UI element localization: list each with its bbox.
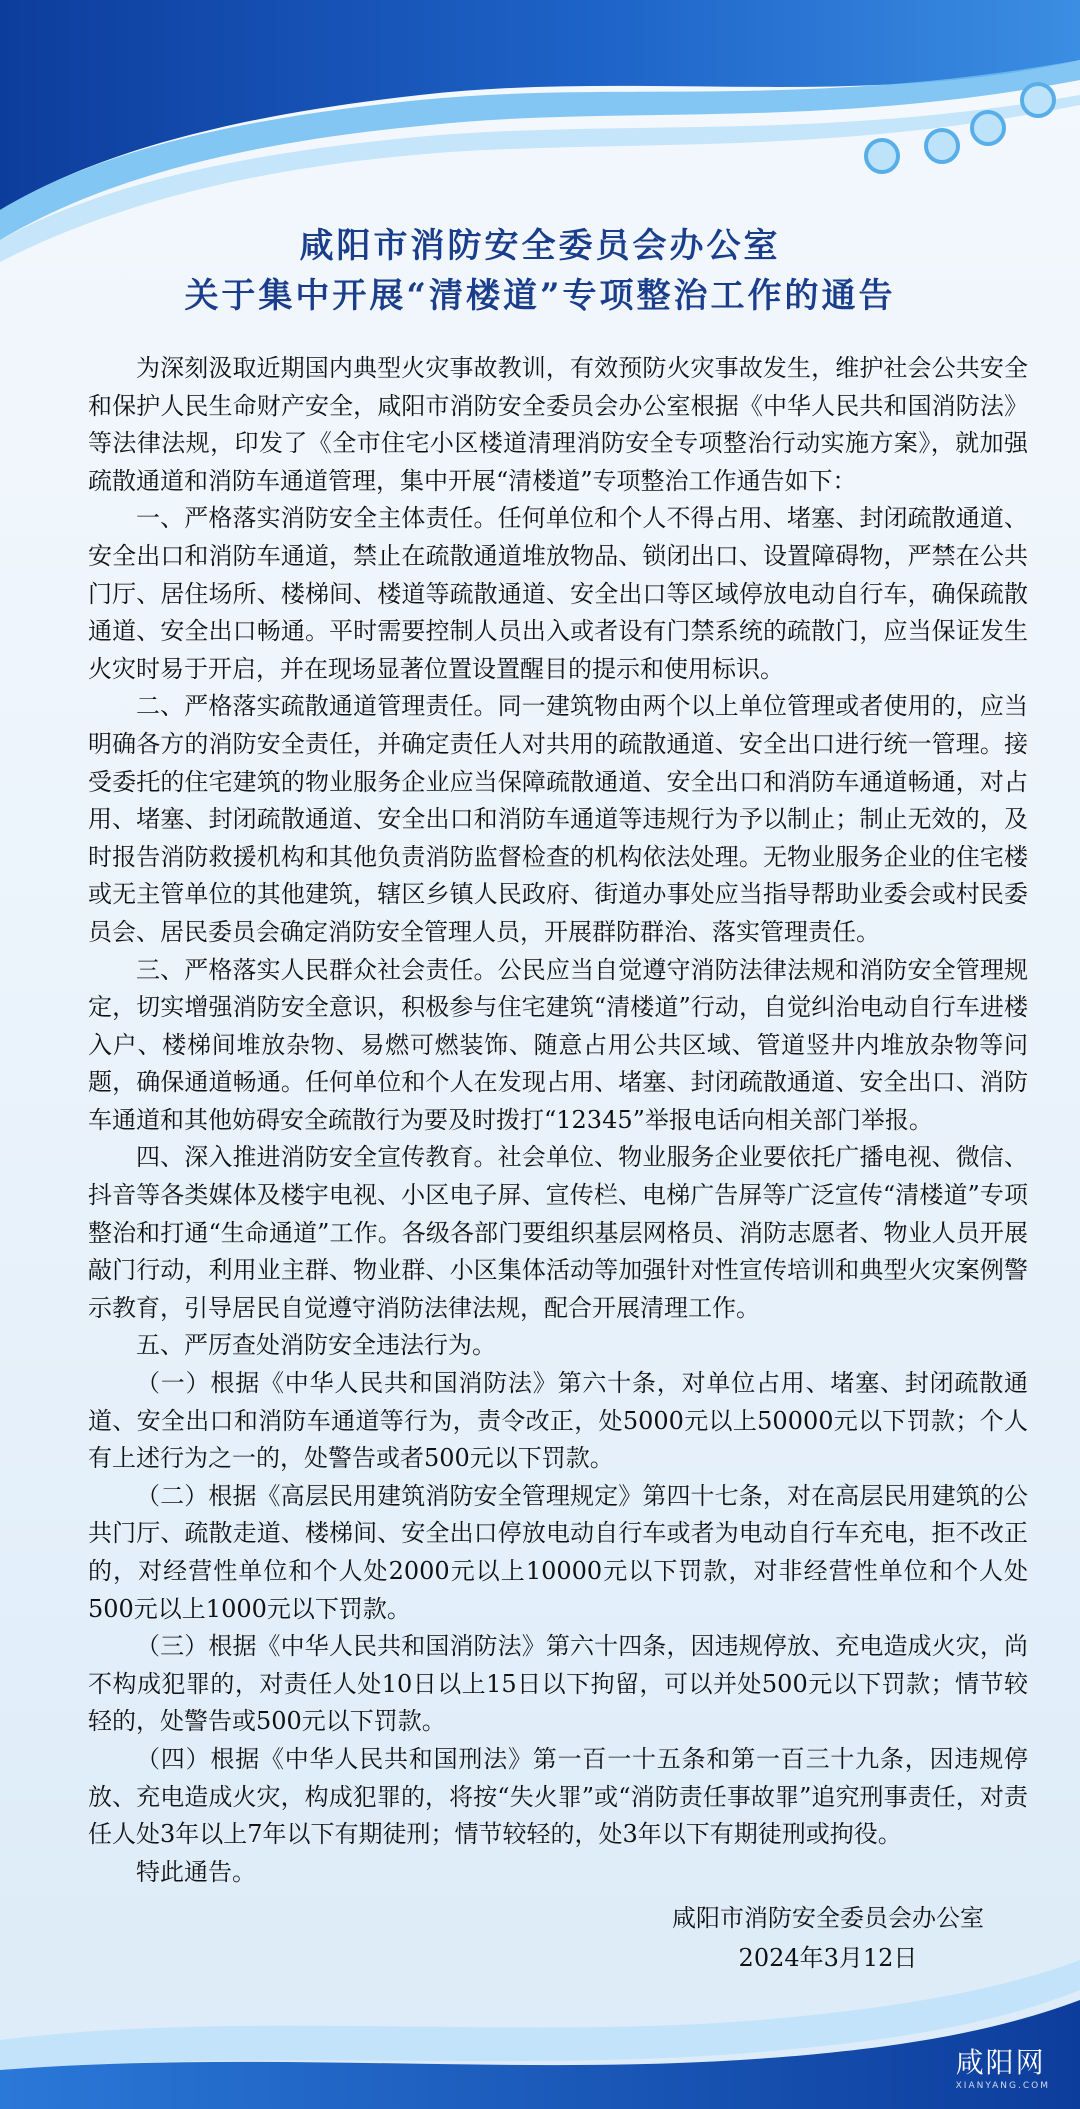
signature-block [672, 1898, 984, 1978]
notice-body [88, 350, 1028, 1891]
watermark-logo [956, 2041, 1050, 2091]
watermark-name: 咸阳网 [955, 2046, 1046, 2079]
paragraph-section-5: 五、严厉查处消防安全违法行为。 [136, 1331, 496, 1360]
notice-title-org: 咸阳市消防安全委员会办公室 [299, 226, 781, 266]
paragraph-intro: 为深刻汲取近期国内典型火灾事故教训，有效预防火灾事故发生，维护社会公共安全和保护人民生命财产安全，咸阳市消防安全委员会办公室根据《中华人民共和国消防法》等法律法规，印发了《全市住宅小区楼道清理消防安全专项整治行动实施方案》，就加强疏散通道和消防车通道管理，集中开展“清楼道”专项整治工作通告如下： [88, 354, 1028, 495]
paragraph-section-2: 二、严格落实疏散通道管理责任。同一建筑物由两个以上单位管理或者使用的，应当明确各方的消防安全责任，并确定责任人对共用的疏散通道、安全出口进行统一管理。接受委托的住宅建筑的物业服务企业应当保障疏散通道、安全出口和消防车通道畅通，对占用、堵塞、封闭疏散通道、安全出口和消防车通道等违规行为予以制止；制止无效的，及时报告消防救援机构和其他负责消防监督检查的机构依法处理。无物业服务企业的住宅楼或无主管单位的其他建筑，辖区乡镇人民政府、街道办事处应当指导帮助业委会或村民委员会、居民委员会确定消防安全管理人员，开展群防群治、落实管理责任。 [88, 692, 1028, 946]
watermark-sub: XIANYANG.COM [955, 2081, 1050, 2091]
signature-org: 咸阳市消防安全委员会办公室 [672, 1904, 984, 1932]
paragraph-penalty-2: （二）根据《高层民用建筑消防安全管理规定》第四十七条，对在高层民用建筑的公共门厅、疏散走道、楼梯间、安全出口停放电动自行车或者为电动自行车充电，拒不改正的，对经营性单位和个人处2000元以上10000元以下罚款，对非经营性单位和个人处500元以上1000元以下罚款。 [88, 1481, 1028, 1623]
paragraph-penalty-4: （四）根据《中华人民共和国刑法》第一百一十五条和第一百三十九条，因违规停放、充电造成火灾，构成犯罪的，将按“失火罪”或“消防责任事故罪”追究刑事责任，对责任人处3年以上7年以下有期徒刑；情节较轻的，处3年以下有期徒刑或拘役。 [88, 1744, 1028, 1849]
signature-date: 2024年3月12日 [738, 1944, 918, 1972]
paragraph-section-4: 四、深入推进消防安全宣传教育。社会单位、物业服务企业要依托广播电视、微信、抖音等各类媒体及楼宇电视、小区电子屏、宣传栏、电梯广告屏等广泛宣传“清楼道”专项整治和打通“生命通道”工作。各级各部门要组织基层网格员、消防志愿者、物业人员开展敲门行动，利用业主群、物业群、小区集体活动等加强针对性宣传培训和典型火灾案例警示教育，引导居民自觉遵守消防法律法规，配合开展清理工作。 [88, 1143, 1028, 1322]
paragraph-closing: 特此通告。 [136, 1857, 256, 1886]
paragraph-section-1: 一、严格落实消防安全主体责任。任何单位和个人不得占用、堵塞、封闭疏散通道、安全出口和消防车通道，禁止在疏散通道堆放物品、锁闭出口、设置障碍物，严禁在公共门厅、居住场所、楼梯间、楼道等疏散通道、安全出口等区域停放电动自行车，确保疏散通道、安全出口畅通。平时需要控制人员出入或者设有门禁系统的疏散门，应当保证发生火灾时易于开启，并在现场显著位置设置醒目的提示和使用标识。 [88, 504, 1028, 683]
paragraph-penalty-1: （一）根据《中华人民共和国消防法》第六十条，对单位占用、堵塞、封闭疏散通道、安全出口和消防车通道等行为，责令改正，处5000元以上50000元以下罚款；个人有上述行为之一的，处警告或者500元以下罚款。 [88, 1369, 1028, 1473]
paragraph-penalty-3: （三）根据《中华人民共和国消防法》第六十四条，因违规停放、充电造成火灾，尚不构成犯罪的，对责任人处10日以上15日以下拘留，可以并处500元以下罚款；情节较轻的，处警告或500元以下罚款。 [88, 1632, 1028, 1736]
paragraph-section-3: 三、严格落实人民群众社会责任。公民应当自觉遵守消防法律法规和消防安全管理规定，切实增强消防安全意识，积极参与住宅建筑“清楼道”行动，自觉纠治电动自行车进楼入户、楼梯间堆放杂物、易燃可燃装饰、随意占用公共区域、管道竖井内堆放杂物等问题，确保通道畅通。任何单位和个人在发现占用、堵塞、封闭疏散通道、安全出口、消防车通道和其他妨碍安全疏散行为要及时拨打“12345”举报电话向相关部门举报。 [88, 955, 1028, 1134]
notice-title: 关于集中开展“清楼道”专项整治工作的通告 [184, 276, 896, 316]
